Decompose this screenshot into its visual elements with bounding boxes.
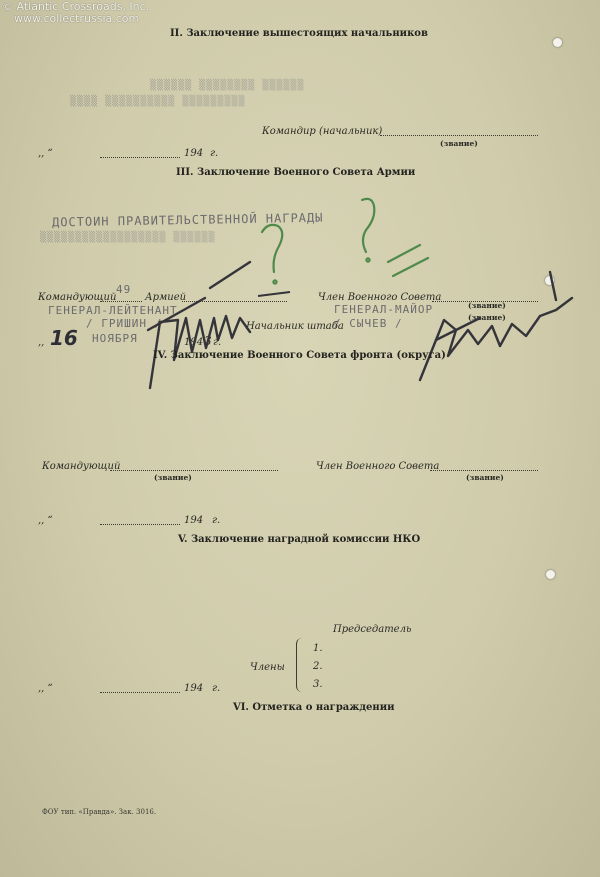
section-4-heading: IV. Заключение Военного Совета фронта (округа) [153,350,446,361]
member-1: 1. [313,643,323,654]
section-6-heading: VI. Отметка о награждении [233,702,395,713]
faded-text: ▒▒▒▒▒▒ ▒▒▒▒▒▒▒▒ ▒▒▒▒▒▒ [150,80,305,91]
date-quote: ,, “ [38,148,53,159]
watermark-line-2: www.collectrussia.com [14,12,140,25]
date-line [100,682,180,693]
front-commander-label: Командующий [42,461,121,472]
section-2-heading: II. Заключение вышестоящих начальников [170,28,428,39]
date-day-handwritten: 16 [50,326,78,350]
date-quote: ,, [38,337,45,348]
signature-grishin [148,262,250,388]
rank-hint: (звание) [468,313,506,322]
date-year-handwritten: 3 [204,334,212,348]
date-quote: ,, “ [38,683,53,694]
chairman-label: Председатель [333,624,412,635]
date-year: 194 [184,337,204,348]
date-quote: ,, “ [38,515,53,526]
council-member-label: Член Военного Совета [318,292,442,303]
date-year: 194 [184,683,204,694]
date-year: 194 [184,148,204,159]
date-line [100,514,180,525]
rank-hint: (звание) [466,473,504,482]
front-commander-line [110,460,278,471]
section-3-heading: III. Заключение Военного Совета Армии [176,167,416,178]
date-year-suffix: г. [210,148,219,159]
member-2: 2. [313,661,323,672]
date-year-suffix: г. [212,515,221,526]
commander-label: Командир (начальник) [262,126,383,137]
army-number: 49 [116,283,132,296]
rank-hint: (звание) [154,473,192,482]
front-council-line [430,460,538,471]
stamp-general-major: ГЕНЕРАЛ-МАЙОР [334,303,434,316]
members-brace [296,638,305,692]
stamp-grishin: / ГРИШИН / [86,317,163,330]
faded-text: ▒▒▒▒▒▒▒▒▒▒▒▒▒▒▒▒▒▒ ▒▒▒▒▒▒ [40,232,216,243]
members-label: Члены [250,662,285,673]
member-3: 3. [313,679,323,690]
section-5-heading: V. Заключение наградной комиссии НКО [178,534,421,545]
stamp-deserves-award: ДОСТОИН ПРАВИТЕЛЬСТВЕННОЙ НАГРАДЫ [51,210,324,230]
army-label: Армией [145,292,187,303]
date-year: 194 [184,515,204,526]
chief-of-staff-label: Начальник штаба [246,321,344,332]
watermark-line-1: © Atlantic Crossroads, Inc. [2,0,150,13]
stamp-general-lieutenant: ГЕНЕРАЛ-ЛЕЙТЕНАНТ [48,304,178,317]
army-commander-label: Командующий [38,292,117,303]
green-pencil-marks [262,199,428,284]
signature-sychev [420,272,572,380]
front-council-label: Член Военного Совета [316,461,440,472]
faded-text: ▒▒▒▒ ▒▒▒▒▒▒▒▒▒▒ ▒▒▒▒▒▒▒▒▒ [70,96,246,107]
stamp-sychev: / СЫЧЕВ / [334,317,403,330]
rank-hint: (звание) [440,139,478,148]
stamp-month: НОЯБРЯ [92,332,138,345]
date-year-suffix: г. [213,337,222,348]
rank-hint: (звание) [468,301,506,310]
date-year-suffix: г. [212,683,221,694]
print-note: ФОУ тип. «Правда». Зак. 3016. [42,808,157,816]
